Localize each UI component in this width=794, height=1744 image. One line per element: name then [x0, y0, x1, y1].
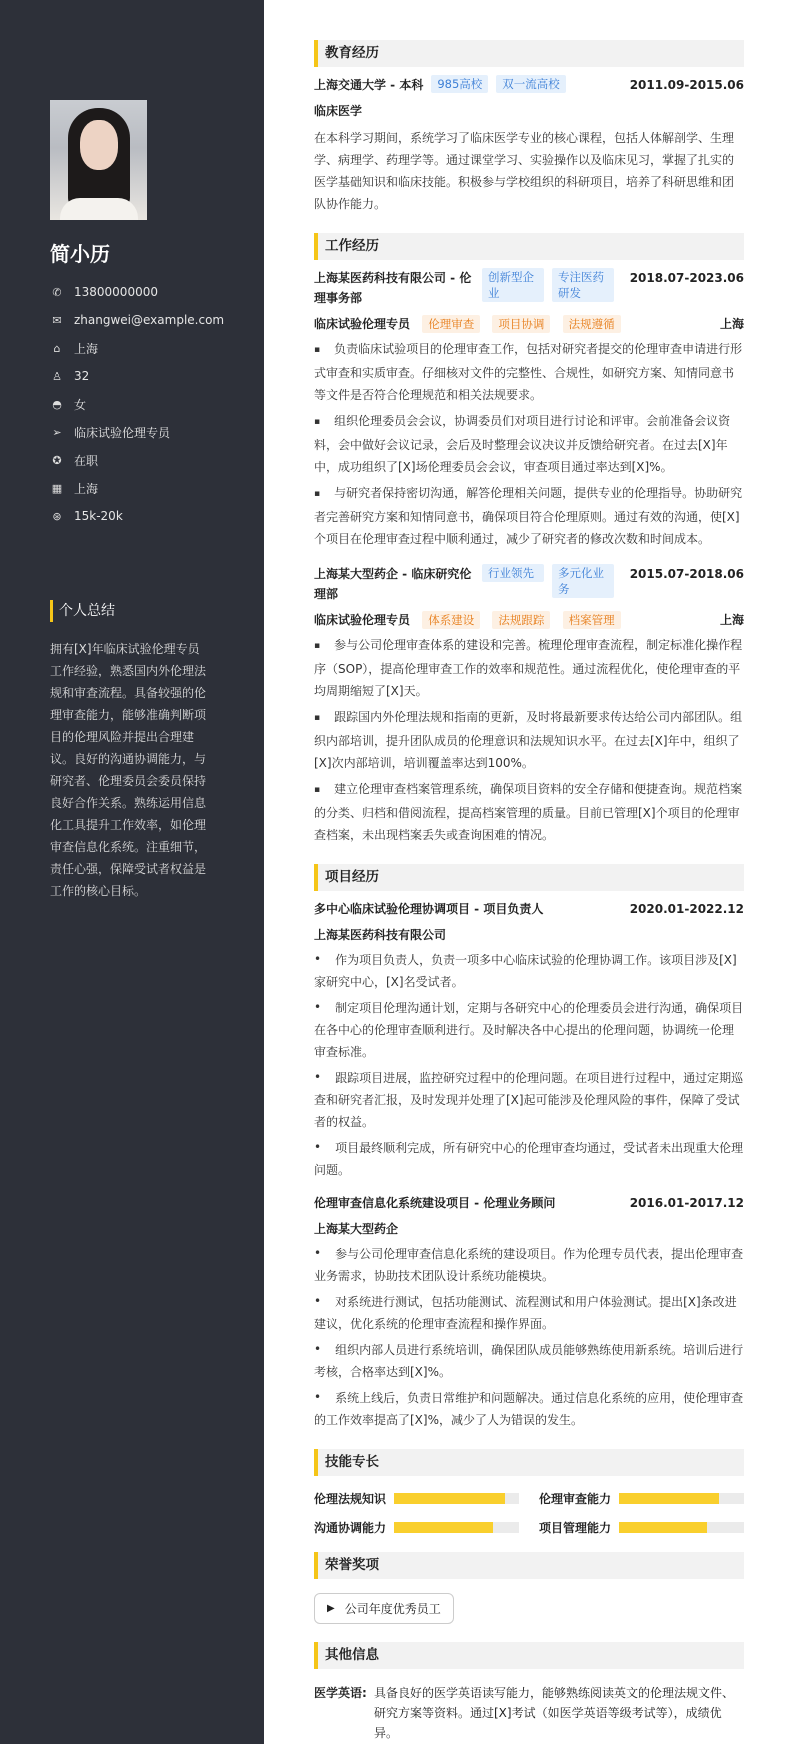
bullet: • 跟踪项目进展，监控研究过程中的伦理问题。在项目进行过程中，通过定期巡查和研究者汇报，及时发现并处理了[X]起可能涉及伦理风险的事件，保障了受试者的权益。	[314, 1067, 744, 1133]
work-section	[314, 233, 744, 846]
skill-item	[539, 1490, 744, 1507]
contact-position	[50, 418, 224, 446]
home-icon: ⌂	[53, 341, 61, 355]
awards-section	[314, 1552, 744, 1642]
bullet: • 系统上线后，负责日常维护和问题解决。通过信息化系统的应用，使伦理审查的工作效率提高了[X]%，减少了人为错误的发生。	[314, 1387, 744, 1431]
age-icon: ♙	[52, 369, 62, 383]
project-name: 伦理审查信息化系统建设项目 - 伦理业务顾问	[314, 1196, 556, 1210]
project-name: 多中心临床试验伦理协调项目 - 项目负责人	[314, 902, 544, 916]
project-entry	[314, 1193, 744, 1431]
contact-value: 女	[74, 397, 87, 412]
section-title: 荣誉奖项	[314, 1552, 744, 1579]
project-org: 上海某大型药企	[314, 1222, 399, 1236]
date: 2020.01-2022.12	[629, 902, 744, 916]
bullet: ▪ 跟踪国内外伦理法规和指南的更新，及时将最新要求传达给公司内部团队。组织内部培训，提升团队成员的伦理意识和法规知识水平。在过去[X]年中，组织了[X]次内部培训，培训覆盖率达到100%。	[314, 706, 744, 774]
skill-tag: 档案管理	[563, 611, 621, 629]
contact-phone	[50, 278, 224, 306]
education-section	[314, 40, 744, 215]
award-item[interactable]	[314, 1593, 454, 1624]
contact-value: 15k-20k	[74, 509, 123, 523]
other-item	[314, 1683, 744, 1743]
skill-bar-fill	[394, 1522, 493, 1533]
skill-bar-fill	[394, 1493, 505, 1504]
skill-tag: 法规跟踪	[492, 611, 550, 629]
gender-icon: ◓	[52, 397, 62, 411]
other-key: 医学英语:	[314, 1686, 367, 1700]
contact-age	[50, 362, 224, 390]
skill-item	[539, 1519, 744, 1536]
skill-item	[314, 1519, 519, 1536]
contact-list	[50, 278, 224, 530]
status-icon: ✪	[52, 453, 62, 467]
date: 2016.01-2017.12	[629, 1196, 744, 1210]
bullet: ▪ 参与公司伦理审查体系的建设和完善。梳理伦理审查流程，制定标准化操作程序（SOP），提高伦理审查工作的效率和规范性。通过流程优化，使伦理审查的平均周期缩短了[X]天。	[314, 634, 744, 702]
summary-heading: 个人总结	[50, 600, 115, 622]
contact-value: 临床试验伦理专员	[74, 425, 171, 440]
bullet: ▪ 负责临床试验项目的伦理审查工作，包括对研究者提交的伦理审查申请进行形式审查和实质审查。仔细核对文件的完整性、合规性，如研究方案、知情同意书等文件是否符合伦理规范和相关法规要求。	[314, 338, 744, 406]
section-title: 项目经历	[314, 864, 744, 891]
tag: 专注医药研发	[552, 268, 614, 302]
bullet: ▪ 建立伦理审查档案管理系统，确保项目资料的安全存储和便捷查询。规范档案的分类、归档和借阅流程，提高档案管理的质量。目前已管理[X]个项目的伦理审查档案，未出现档案丢失或查询困难的情况。	[314, 778, 744, 846]
date: 2011.09-2015.06	[629, 78, 744, 92]
project-org: 上海某医药科技有限公司	[314, 928, 447, 942]
contact-salary	[50, 502, 224, 530]
project-entry	[314, 899, 744, 1181]
bullet-list	[314, 949, 744, 1181]
major	[314, 101, 744, 121]
bullet: • 项目最终顺利完成，所有研究中心的伦理审查均通过，受试者未出现重大伦理问题。	[314, 1137, 744, 1181]
tag: 985高校	[431, 75, 488, 93]
mail-icon: ✉	[52, 313, 62, 327]
skill-bar	[619, 1522, 744, 1533]
skill-grid	[314, 1490, 744, 1536]
tag: 多元化业务	[552, 564, 614, 598]
main-content	[314, 40, 744, 1743]
bullet-list	[314, 338, 744, 550]
skills-section	[314, 1449, 744, 1536]
tag: 行业领先	[482, 564, 544, 582]
section-title: 其他信息	[314, 1642, 744, 1669]
other-value: 具备良好的医学英语读写能力，能够熟练阅读英文的伦理法规文件、研究方案等资料。通过[X]考试（如医学英语等级考试等），成绩优异。	[374, 1686, 735, 1740]
location: 上海	[719, 317, 744, 331]
role: 临床试验伦理专员	[314, 613, 411, 627]
tag: 双一流高校	[496, 75, 566, 93]
skill-bar	[619, 1493, 744, 1504]
education-desc: 在本科学习期间，系统学习了临床医学专业的核心课程，包括人体解剖学、生理学、病理学、药理学等。通过课堂学习、实验操作以及临床见习，掌握了扎实的医学基础知识和临床技能。积极参与学校组织的科研项目，培养了科研思维和团队协作能力。	[314, 131, 735, 211]
phone-icon: ✆	[52, 285, 62, 299]
skill-bar	[394, 1493, 519, 1504]
skill-name: 项目管理能力	[539, 1521, 612, 1535]
education-row	[314, 75, 744, 95]
projects-section	[314, 864, 744, 1431]
bullet: • 组织内部人员进行系统培训，确保团队成员能够熟练使用新系统。培训后进行考核，合格率达到[X]%。	[314, 1339, 744, 1383]
contact-gender	[50, 390, 224, 418]
contact-value: 上海	[74, 341, 99, 356]
tag: 创新型企业	[482, 268, 544, 302]
date: 2018.07-2023.06	[629, 271, 744, 285]
bullet: • 参与公司伦理审查信息化系统的建设项目。作为伦理专员代表，提出伦理审查业务需求，协助技术团队设计系统功能模块。	[314, 1243, 744, 1287]
contact-value: 上海	[74, 481, 99, 496]
location: 上海	[719, 613, 744, 627]
play-triangle-icon: ▶	[327, 1603, 335, 1614]
avatar-photo	[50, 100, 147, 220]
job-entry	[314, 268, 744, 550]
bullet: ▪ 与研究者保持密切沟通，解答伦理相关问题，提供专业的伦理指导。协助研究者完善研究方案和知情同意书，确保项目符合伦理原则。通过有效的沟通，使[X]个项目在伦理审查过程中顺利通过，减少了研究者的修改次数和时间成本。	[314, 482, 744, 550]
contact-value: 13800000000	[74, 285, 158, 299]
skill-bar	[394, 1522, 519, 1533]
date: 2015.07-2018.06	[629, 567, 744, 581]
skill-tag: 项目协调	[492, 315, 550, 333]
skill-bar-fill	[619, 1493, 719, 1504]
award-label: 公司年度优秀员工	[344, 1602, 441, 1616]
bullet: ▪ 组织伦理委员会会议，协调委员们对项目进行讨论和评审。会前准备会议资料，会中做好会议记录，会后及时整理会议决议并反馈给研究者。在过去[X]年中，成功组织了[X]场伦理委员会会议，审查项目通过率达到[X]%。	[314, 410, 744, 478]
section-title: 技能专长	[314, 1449, 744, 1476]
candidate-name: 简小历	[50, 242, 110, 266]
bullet-list	[314, 1243, 744, 1431]
school: 上海交通大学 - 本科	[314, 78, 424, 92]
summary-text: 拥有[X]年临床试验伦理专员工作经验，熟悉国内外伦理法规和审查流程。具备较强的伦理审查能力，能够准确判断项目的伦理风险并提出合理建议。良好的沟通协调能力，与研究者、伦理委员会委员保持良好合作关系。熟练运用信息化工具提升工作效率，如伦理审查信息化系统。注重细节，责任心强，保障受试者权益是工作的核心目标。	[50, 642, 207, 898]
contact-city	[50, 474, 224, 502]
skill-item	[314, 1490, 519, 1507]
contact-home	[50, 334, 224, 362]
company: 上海某医药科技有限公司 - 伦理事务部	[314, 271, 472, 305]
bullet-list	[314, 634, 744, 846]
major-text: 临床医学	[314, 104, 363, 118]
company: 上海某大型药企 - 临床研究伦理部	[314, 567, 472, 601]
skill-bar-fill	[619, 1522, 707, 1533]
other-section	[314, 1642, 744, 1743]
sidebar	[0, 0, 264, 1744]
contact-status	[50, 446, 224, 474]
skill-name: 伦理法规知识	[314, 1492, 387, 1506]
bullet: • 作为项目负责人，负责一项多中心临床试验的伦理协调工作。该项目涉及[X]家研究中心，[X]名受试者。	[314, 949, 744, 993]
skill-tag: 法规遵循	[563, 315, 621, 333]
skill-name: 伦理审查能力	[539, 1492, 612, 1506]
section-title: 教育经历	[314, 40, 744, 67]
salary-icon: ⊛	[52, 509, 62, 523]
skill-tag: 体系建设	[422, 611, 480, 629]
skill-tag: 伦理审查	[422, 315, 480, 333]
contact-email	[50, 306, 224, 334]
contact-value: 在职	[74, 453, 99, 468]
job-entry	[314, 564, 744, 846]
section-title: 工作经历	[314, 233, 744, 260]
skill-name: 沟通协调能力	[314, 1521, 387, 1535]
bullet: • 制定项目伦理沟通计划，定期与各研究中心的伦理委员会进行沟通，确保项目在各中心的伦理审查顺利进行。及时解决各中心提出的伦理问题，协调统一伦理审查标准。	[314, 997, 744, 1063]
bullet: • 对系统进行测试，包括功能测试、流程测试和用户体验测试。提出[X]条改进建议，优化系统的伦理审查流程和操作界面。	[314, 1291, 744, 1335]
role: 临床试验伦理专员	[314, 317, 411, 331]
send-icon: ➢	[52, 425, 62, 439]
contact-value: 32	[74, 369, 90, 383]
contact-value: zhangwei@example.com	[74, 313, 225, 327]
building-icon: ▦	[51, 481, 63, 495]
